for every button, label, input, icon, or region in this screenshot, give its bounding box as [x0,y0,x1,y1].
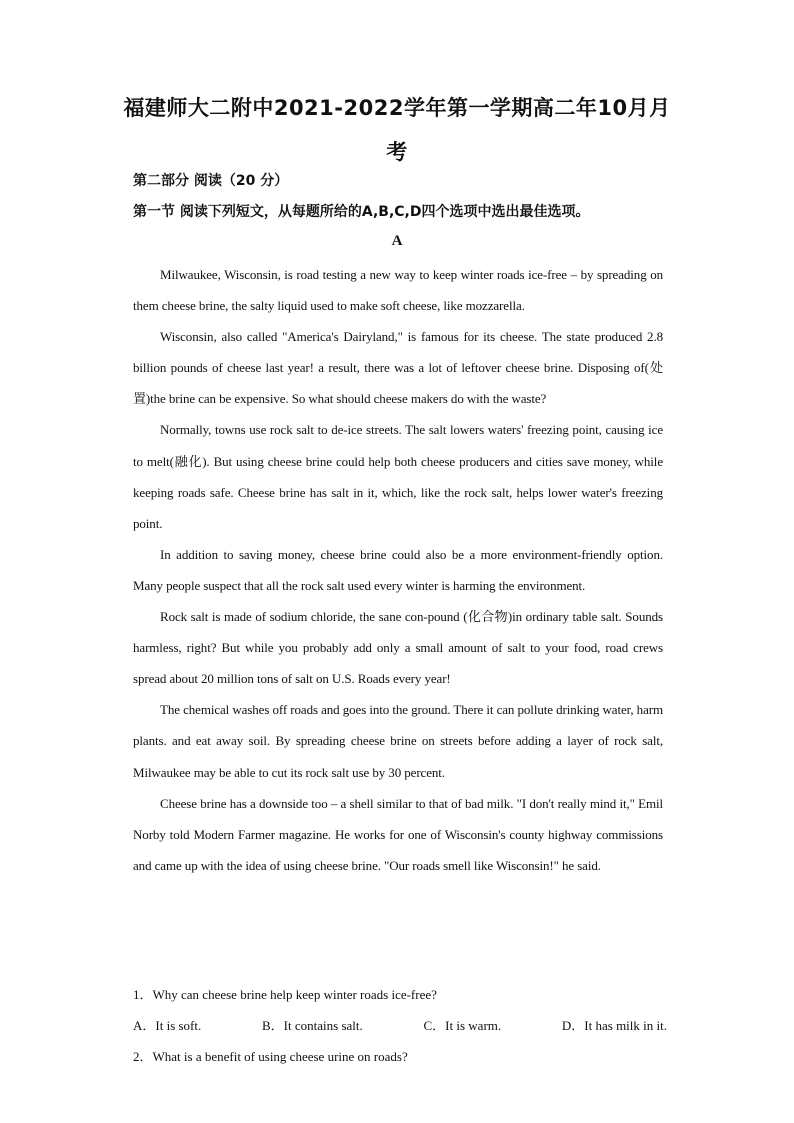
option-a: A．It is soft. [133,1018,202,1033]
paragraph: Milwaukee, Wisconsin, is road testing a new way to keep winter roads ice-free – by spreading on them cheese brine, the salty liquid used to make soft cheese, like mozzarella. [133,267,663,314]
paragraph: In addition to saving money, cheese brine could also be a more environment-friendly option. Many people suspect that all the rock salt used every winter is harming the environment. [133,546,663,593]
option-d: D．It has milk in it. [561,1018,667,1033]
question-list [133,979,667,1072]
paragraph: Wisconsin, also called "America's Dairyland," is famous for its cheese. The state produced 2.8 billion pounds of cheese last year! a result, there was a lot of leftover cheese brine. Disposing of(处置)the brine can be expensive. So what should cheese makers do with the waste? [133,329,663,407]
paragraph: The chemical washes off roads and goes into the ground. There it can pollute drinking water, harm plants. and eat away soil. By spreading cheese brine on streets before adding a layer of rock salt, Milwaukee may be able to cut its rock salt use by 30 percent. [133,702,663,780]
answer-options [133,1010,667,1041]
page-title: 福建师大二附中2021-2022学年第一学期高二年10月月考 [123,96,671,164]
paragraph: Rock salt is made of sodium chloride, the sane con-pound (化合物)in ordinary table salt. Sounds harmless, right? But while you probably add only a small amount of salt to your food, road crews spread about 20 million tons of salt on U.S. Roads every year! [133,609,663,687]
part-heading: 第二部分 阅读（20 分） [133,173,289,189]
passage-letter: A [391,233,403,249]
question-stem: 2．What is a benefit of using cheese urine on roads? [133,1049,408,1064]
paragraph: Normally, towns use rock salt to de-ice streets. The salt lowers waters' freezing point, causing ice to melt(融化). But using cheese brine could help both cheese producers and cities save money, while keeping roads safe. Cheese brine has salt in it, which, like the rock salt, helps lower water's freezing point. [133,422,663,531]
passage-body [133,259,663,881]
option-b: B．It contains salt. [262,1018,363,1033]
question-stem: 1．Why can cheese brine help keep winter roads ice-free? [133,987,437,1002]
option-c: C．It is warm. [423,1018,502,1033]
section-heading: 第一节 阅读下列短文，从每题所给的A,B,C,D四个选项中选出最佳选项。 [133,204,590,220]
paragraph: Cheese brine has a downside too – a shell similar to that of bad milk. "I don't really mind it," Emil Norby told Modern Farmer magazine. He works for one of Wisconsin's county highway commissions and came up with the idea of using cheese brine. "Our roads smell like Wisconsin!" he said. [133,795,663,873]
